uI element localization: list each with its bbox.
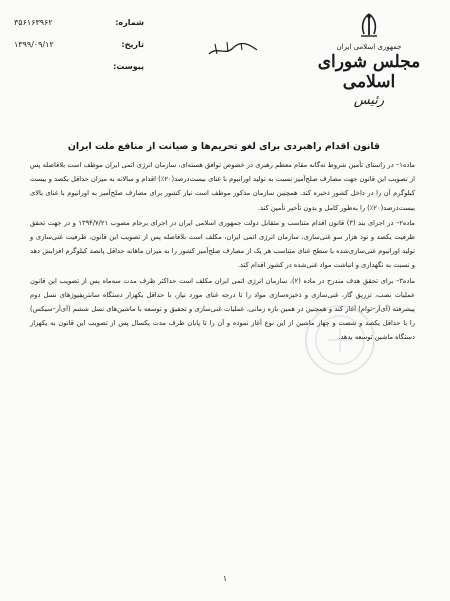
watermark-seal-icon (300, 300, 380, 380)
number-label: شماره: (115, 18, 144, 27)
attachment-label: پیوست: (113, 62, 144, 71)
logo-speaker-text: رئیس (353, 93, 385, 108)
number-value: ۳۵۶۱۶۳۹۶۲ (14, 18, 53, 27)
article-3: ماده۳– برای تحقق هدف مندرج در ماده (۲)، سازمان انرژی اتمی ایران مکلف است حداکثر ظرف مدت سه‌ماه پس از تصویب این قانون عملیات نصب، تزریق گاز، غنی‌سازی و ذخیره‌سازی مواد را تا درجه غنای مورد نیاز، با حداقل یکهزار دستگاه سانتریفیوژ‌های نسل دوم پیشرفته (آی‌آر–تو‌ام) آغاز کند و همچنین در همین بازه زمانی، عملیات غنی‌سازی و تحقیق و توسعه با ماشین‌های نسل ششم (آی‌آر–سیکس) را با حداقل یکصد و شصت و چهار ماشین از این نوع آغاز نموده و آن را تا پایان ظرف مدت یکسال پس از تصویب این قانون به یکهزار دستگاه ماشین توسعه بدهد. (30, 276, 415, 342)
date-value: ۱۳۹۹/۰۹/۱۲ (14, 40, 54, 49)
date-row (14, 34, 144, 56)
law-title: قانون اقدام راهبردی برای لغو تحریم‌ها و صیانت از منافع ملت ایران (67, 141, 381, 152)
number-row (14, 12, 144, 34)
attachment-row (14, 56, 144, 78)
page-number: ۱ (222, 574, 228, 583)
date-label: تاریخ: (121, 40, 144, 49)
parliament-logo (314, 12, 424, 130)
article-2: ماده۲– در اجرای بند (۳) قانون اقدام متناسب و متقابل دولت جمهوری اسلامی ایران در اجرای برجام مصوب ۱۳۹۴/۷/۲۱ و در جهت تحقق ظرفیت یکصد و نود هزار سو غنی‌سازی، سازمان انرژی اتمی ایران، مکلف است بلافاصله پس از تصویب این قانون، ظرفیت غنی‌سازی و تولید اورانیوم غنی‌سازی‌شده یا سطح غنای متناسب هر یک از مصارف صلح‌آمیز کشور را به میزان ماهانه حداقل پانصد کیلوگرم افزایش دهد و نسبت به نگهداری و انباشت مواد غنی‌شده در کشور اقدام کند. (30, 218, 415, 270)
logo-parliament-text: مجلس شورای اسلامی (317, 52, 421, 92)
iran-emblem-icon (356, 12, 382, 40)
basmala-calligraphy (205, 38, 261, 60)
letter-meta (14, 12, 144, 78)
article-1: ماده۱– در راستای تأمین شروط نه‌گانه مقام معظم رهبری در خصوص توافق هسته‌ای، سازمان انرژی اتمی ایران موظف است بلافاصله پس از تصویب این قانون جهت مصارف صلح‌آمیز نسبت به تولید اورانیوم با غنای بیست‌درصد(۲۰٪) اقدام و سالانه به میزان حداقل یکصد و بیست کیلوگرم آن را در داخل کشور ذخیره کند. همچنین سازمان مذکور موظف است نیاز کشور برای مصارف صلح‌آمیز به اورانیوم با غنای بالای بیست‌درصد(۲۰٪) را به‌طور کامل و بدون تأخیر تأمین کند. (30, 161, 415, 212)
logo-country-text: جمهوری اسلامی ایران (336, 43, 402, 51)
